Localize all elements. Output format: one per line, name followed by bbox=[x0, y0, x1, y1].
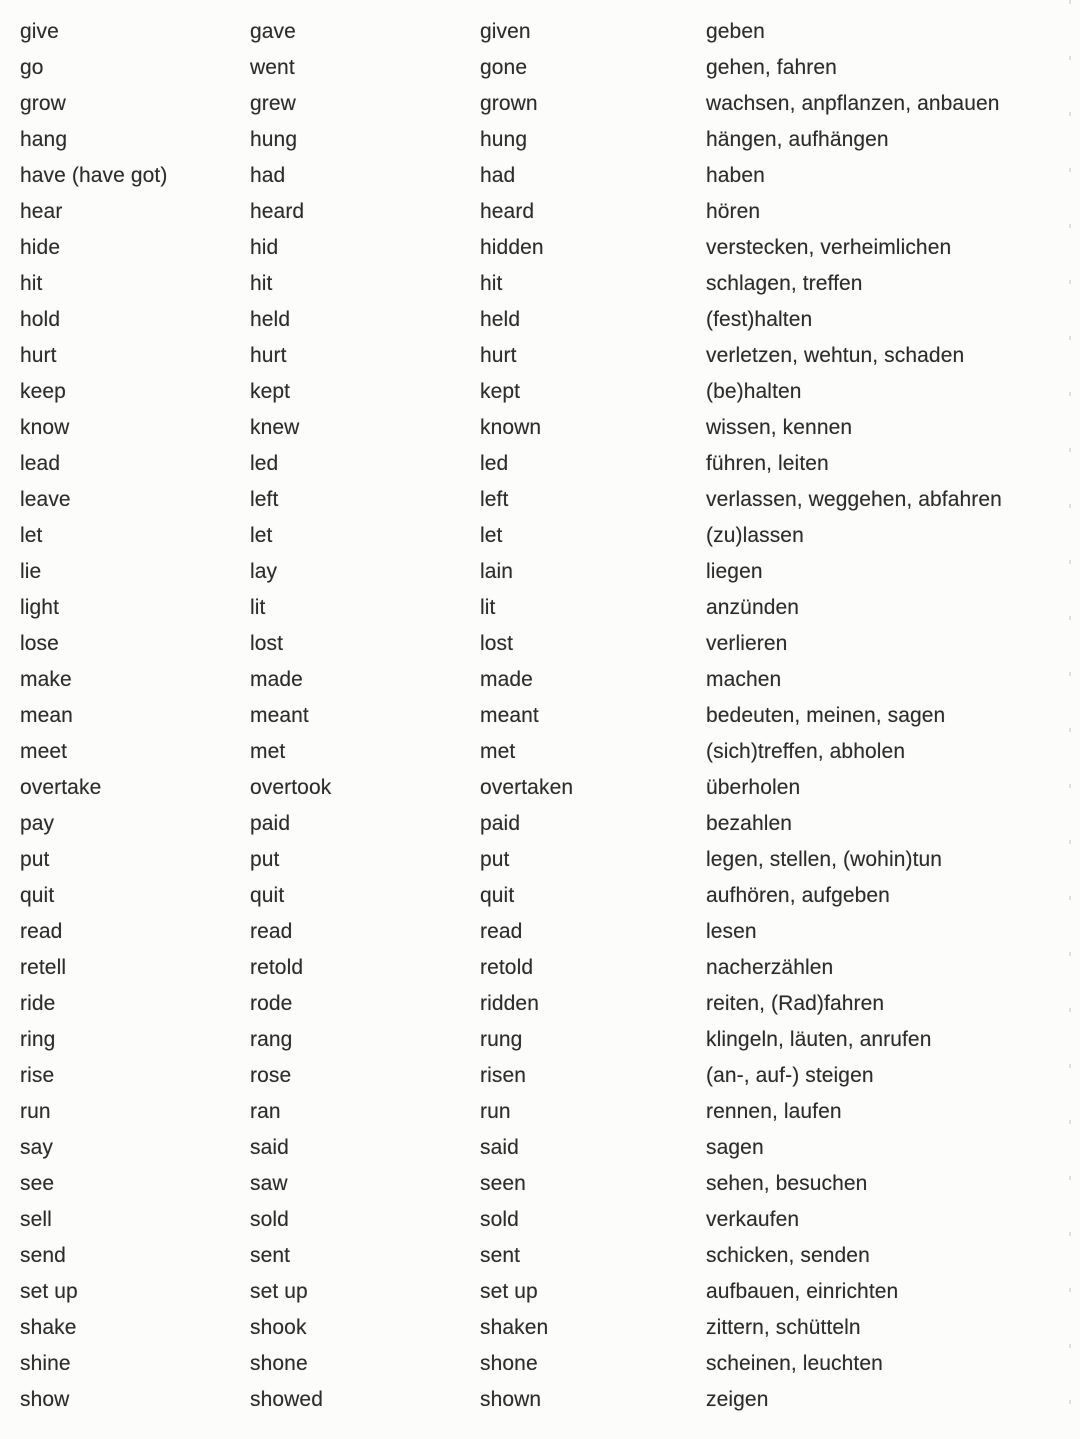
verb-participle: put bbox=[480, 847, 510, 871]
verb-german: wachsen, anpflanzen, anbauen bbox=[706, 91, 1000, 115]
verb-past: sold bbox=[250, 1207, 289, 1231]
verb-infinitive: hurt bbox=[20, 343, 57, 367]
verb-past: led bbox=[250, 451, 279, 475]
verb-past: read bbox=[250, 919, 293, 943]
verb-infinitive: shake bbox=[20, 1315, 77, 1339]
verb-infinitive: put bbox=[20, 847, 50, 871]
verb-german: zittern, schütteln bbox=[706, 1315, 861, 1339]
verb-row bbox=[20, 445, 1080, 481]
verb-participle: seen bbox=[480, 1171, 526, 1195]
verb-participle: led bbox=[480, 451, 509, 475]
verb-participle: shaken bbox=[480, 1315, 549, 1339]
verb-german: schicken, senden bbox=[706, 1243, 870, 1267]
page-edge-dotted-line bbox=[1069, 0, 1071, 1439]
verb-infinitive: send bbox=[20, 1243, 66, 1267]
verb-participle: ridden bbox=[480, 991, 539, 1015]
verb-german: aufhören, aufgeben bbox=[706, 883, 890, 907]
verb-past: said bbox=[250, 1135, 289, 1159]
verb-infinitive: hit bbox=[20, 271, 43, 295]
verb-infinitive: meet bbox=[20, 739, 68, 763]
verb-german: haben bbox=[706, 163, 765, 187]
verb-participle: meant bbox=[480, 703, 539, 727]
verb-past: rose bbox=[250, 1063, 292, 1087]
verb-past: left bbox=[250, 487, 279, 511]
verb-infinitive: quit bbox=[20, 883, 55, 907]
verb-past: rode bbox=[250, 991, 293, 1015]
verb-past: put bbox=[250, 847, 280, 871]
verb-past: sent bbox=[250, 1243, 291, 1267]
verb-infinitive: rise bbox=[20, 1063, 55, 1087]
verb-infinitive: hear bbox=[20, 199, 63, 223]
verb-german: reiten, (Rad)fahren bbox=[706, 991, 885, 1015]
verb-participle: lain bbox=[480, 559, 514, 583]
verb-german: zeigen bbox=[706, 1387, 769, 1411]
verb-row bbox=[20, 1057, 1080, 1093]
verb-past: met bbox=[250, 739, 286, 763]
verb-participle: shone bbox=[480, 1351, 538, 1375]
verb-past: kept bbox=[250, 379, 291, 403]
verb-past: held bbox=[250, 307, 291, 331]
verb-german: liegen bbox=[706, 559, 763, 583]
verb-participle: sold bbox=[480, 1207, 519, 1231]
verb-past: hung bbox=[250, 127, 298, 151]
verb-participle: quit bbox=[480, 883, 515, 907]
verb-infinitive: say bbox=[20, 1135, 53, 1159]
verb-german: (fest)halten bbox=[706, 307, 813, 331]
verb-past: made bbox=[250, 667, 303, 691]
verb-participle: paid bbox=[480, 811, 521, 835]
verb-past: quit bbox=[250, 883, 285, 907]
verb-infinitive: ride bbox=[20, 991, 56, 1015]
verb-past: grew bbox=[250, 91, 296, 115]
verb-row bbox=[20, 625, 1080, 661]
verb-row bbox=[20, 121, 1080, 157]
verb-german: klingeln, läuten, anrufen bbox=[706, 1027, 932, 1051]
verb-participle: lost bbox=[480, 631, 514, 655]
verb-participle: heard bbox=[480, 199, 535, 223]
verb-german: verstecken, verheimlichen bbox=[706, 235, 952, 259]
verb-german: verletzen, wehtun, schaden bbox=[706, 343, 965, 367]
verb-german: machen bbox=[706, 667, 782, 691]
verb-infinitive: lie bbox=[20, 559, 42, 583]
verb-row bbox=[20, 877, 1080, 913]
verb-participle: given bbox=[480, 19, 531, 43]
verb-participle: hit bbox=[480, 271, 503, 295]
verb-german: schlagen, treffen bbox=[706, 271, 863, 295]
verb-row bbox=[20, 481, 1080, 517]
verb-german: wissen, kennen bbox=[706, 415, 853, 439]
verb-infinitive: retell bbox=[20, 955, 67, 979]
verb-row bbox=[20, 913, 1080, 949]
verb-infinitive: shine bbox=[20, 1351, 71, 1375]
verb-german: lesen bbox=[706, 919, 757, 943]
verb-infinitive: set up bbox=[20, 1279, 78, 1303]
verb-row bbox=[20, 1237, 1080, 1273]
verb-participle: overtaken bbox=[480, 775, 574, 799]
verb-past: let bbox=[250, 523, 273, 547]
verb-past: gave bbox=[250, 19, 296, 43]
verb-row bbox=[20, 229, 1080, 265]
verb-german: sagen bbox=[706, 1135, 764, 1159]
verb-infinitive: grow bbox=[20, 91, 66, 115]
verb-participle: made bbox=[480, 667, 533, 691]
verb-infinitive: let bbox=[20, 523, 43, 547]
verb-participle: set up bbox=[480, 1279, 538, 1303]
verb-german: anzünden bbox=[706, 595, 800, 619]
verb-infinitive: give bbox=[20, 19, 59, 43]
verb-past: paid bbox=[250, 811, 291, 835]
verb-participle: said bbox=[480, 1135, 519, 1159]
verb-participle: gone bbox=[480, 55, 528, 79]
verb-german: (an-, auf-) steigen bbox=[706, 1063, 874, 1087]
verb-past: shone bbox=[250, 1351, 308, 1375]
verb-infinitive: have (have got) bbox=[20, 163, 168, 187]
verb-past: shook bbox=[250, 1315, 307, 1339]
verb-participle: rung bbox=[480, 1027, 523, 1051]
verb-participle: kept bbox=[480, 379, 521, 403]
verb-row bbox=[20, 373, 1080, 409]
verb-participle: had bbox=[480, 163, 516, 187]
verb-infinitive: lead bbox=[20, 451, 61, 475]
verb-row bbox=[20, 1165, 1080, 1201]
verb-infinitive: see bbox=[20, 1171, 55, 1195]
verb-row bbox=[20, 1345, 1080, 1381]
verb-participle: risen bbox=[480, 1063, 527, 1087]
verb-row bbox=[20, 13, 1080, 49]
verb-row bbox=[20, 85, 1080, 121]
verb-infinitive: light bbox=[20, 595, 60, 619]
verb-german: verlieren bbox=[706, 631, 788, 655]
verb-row bbox=[20, 805, 1080, 841]
verb-german: scheinen, leuchten bbox=[706, 1351, 883, 1375]
verb-participle: read bbox=[480, 919, 523, 943]
verb-german: (zu)lassen bbox=[706, 523, 804, 547]
verb-past: hid bbox=[250, 235, 279, 259]
verb-row bbox=[20, 769, 1080, 805]
verb-row bbox=[20, 661, 1080, 697]
verb-past: lost bbox=[250, 631, 284, 655]
verb-past: lit bbox=[250, 595, 266, 619]
verb-participle: hidden bbox=[480, 235, 544, 259]
verb-infinitive: pay bbox=[20, 811, 55, 835]
verb-infinitive: read bbox=[20, 919, 63, 943]
verb-row bbox=[20, 553, 1080, 589]
verb-infinitive: sell bbox=[20, 1207, 52, 1231]
verb-past: meant bbox=[250, 703, 309, 727]
verb-german: legen, stellen, (wohin)tun bbox=[706, 847, 943, 871]
verb-past: had bbox=[250, 163, 286, 187]
verb-past: hurt bbox=[250, 343, 287, 367]
verb-row bbox=[20, 49, 1080, 85]
verb-row bbox=[20, 697, 1080, 733]
verb-infinitive: leave bbox=[20, 487, 71, 511]
verb-german: hören bbox=[706, 199, 761, 223]
verb-participle: run bbox=[480, 1099, 511, 1123]
verb-past: heard bbox=[250, 199, 305, 223]
verb-row bbox=[20, 157, 1080, 193]
verb-past: retold bbox=[250, 955, 304, 979]
verb-row bbox=[20, 517, 1080, 553]
verb-infinitive: go bbox=[20, 55, 44, 79]
verb-past: showed bbox=[250, 1387, 323, 1411]
verb-participle: hurt bbox=[480, 343, 517, 367]
verb-infinitive: lose bbox=[20, 631, 59, 655]
verb-german: verkaufen bbox=[706, 1207, 800, 1231]
verb-past: saw bbox=[250, 1171, 288, 1195]
verb-participle: lit bbox=[480, 595, 496, 619]
verb-past: ran bbox=[250, 1099, 281, 1123]
verb-german: bedeuten, meinen, sagen bbox=[706, 703, 946, 727]
verb-infinitive: hold bbox=[20, 307, 61, 331]
verb-infinitive: make bbox=[20, 667, 72, 691]
verb-german: bezahlen bbox=[706, 811, 793, 835]
verb-row bbox=[20, 337, 1080, 373]
verb-infinitive: hang bbox=[20, 127, 68, 151]
verb-past: overtook bbox=[250, 775, 332, 799]
verb-row bbox=[20, 301, 1080, 337]
verb-infinitive: show bbox=[20, 1387, 70, 1411]
verb-row bbox=[20, 1129, 1080, 1165]
verb-participle: met bbox=[480, 739, 516, 763]
verb-row bbox=[20, 193, 1080, 229]
verb-past: rang bbox=[250, 1027, 293, 1051]
verb-row bbox=[20, 1093, 1080, 1129]
verb-row bbox=[20, 1309, 1080, 1345]
verb-german: sehen, besuchen bbox=[706, 1171, 868, 1195]
verb-german: (be)halten bbox=[706, 379, 802, 403]
verb-row bbox=[20, 1381, 1080, 1417]
verb-participle: grown bbox=[480, 91, 538, 115]
verb-german: hängen, aufhängen bbox=[706, 127, 889, 151]
verb-participle: retold bbox=[480, 955, 534, 979]
verb-infinitive: keep bbox=[20, 379, 66, 403]
verb-row bbox=[20, 1201, 1080, 1237]
verb-infinitive: mean bbox=[20, 703, 73, 727]
verb-row bbox=[20, 985, 1080, 1021]
verb-infinitive: know bbox=[20, 415, 70, 439]
verb-german: (sich)treffen, abholen bbox=[706, 739, 906, 763]
verb-past: went bbox=[250, 55, 295, 79]
verb-participle: held bbox=[480, 307, 521, 331]
verb-participle: sent bbox=[480, 1243, 521, 1267]
verb-row bbox=[20, 265, 1080, 301]
verb-past: knew bbox=[250, 415, 300, 439]
verb-german: nacherzählen bbox=[706, 955, 834, 979]
verb-german: überholen bbox=[706, 775, 801, 799]
verb-infinitive: overtake bbox=[20, 775, 102, 799]
verb-row bbox=[20, 841, 1080, 877]
verb-german: aufbauen, einrichten bbox=[706, 1279, 899, 1303]
verb-row bbox=[20, 733, 1080, 769]
verb-participle: shown bbox=[480, 1387, 542, 1411]
verb-row bbox=[20, 589, 1080, 625]
verb-row bbox=[20, 1273, 1080, 1309]
verb-german: geben bbox=[706, 19, 765, 43]
verb-participle: left bbox=[480, 487, 509, 511]
verb-past: hit bbox=[250, 271, 273, 295]
verb-row bbox=[20, 1021, 1080, 1057]
verb-row bbox=[20, 949, 1080, 985]
verb-german: rennen, laufen bbox=[706, 1099, 842, 1123]
verb-german: führen, leiten bbox=[706, 451, 829, 475]
verb-infinitive: hide bbox=[20, 235, 61, 259]
verb-german: verlassen, weggehen, abfahren bbox=[706, 487, 1002, 511]
verb-infinitive: run bbox=[20, 1099, 51, 1123]
verb-past: lay bbox=[250, 559, 278, 583]
verb-row bbox=[20, 409, 1080, 445]
verb-past: set up bbox=[250, 1279, 308, 1303]
verb-participle: let bbox=[480, 523, 503, 547]
verb-participle: known bbox=[480, 415, 542, 439]
verb-participle: hung bbox=[480, 127, 528, 151]
verb-infinitive: ring bbox=[20, 1027, 56, 1051]
verb-german: gehen, fahren bbox=[706, 55, 837, 79]
